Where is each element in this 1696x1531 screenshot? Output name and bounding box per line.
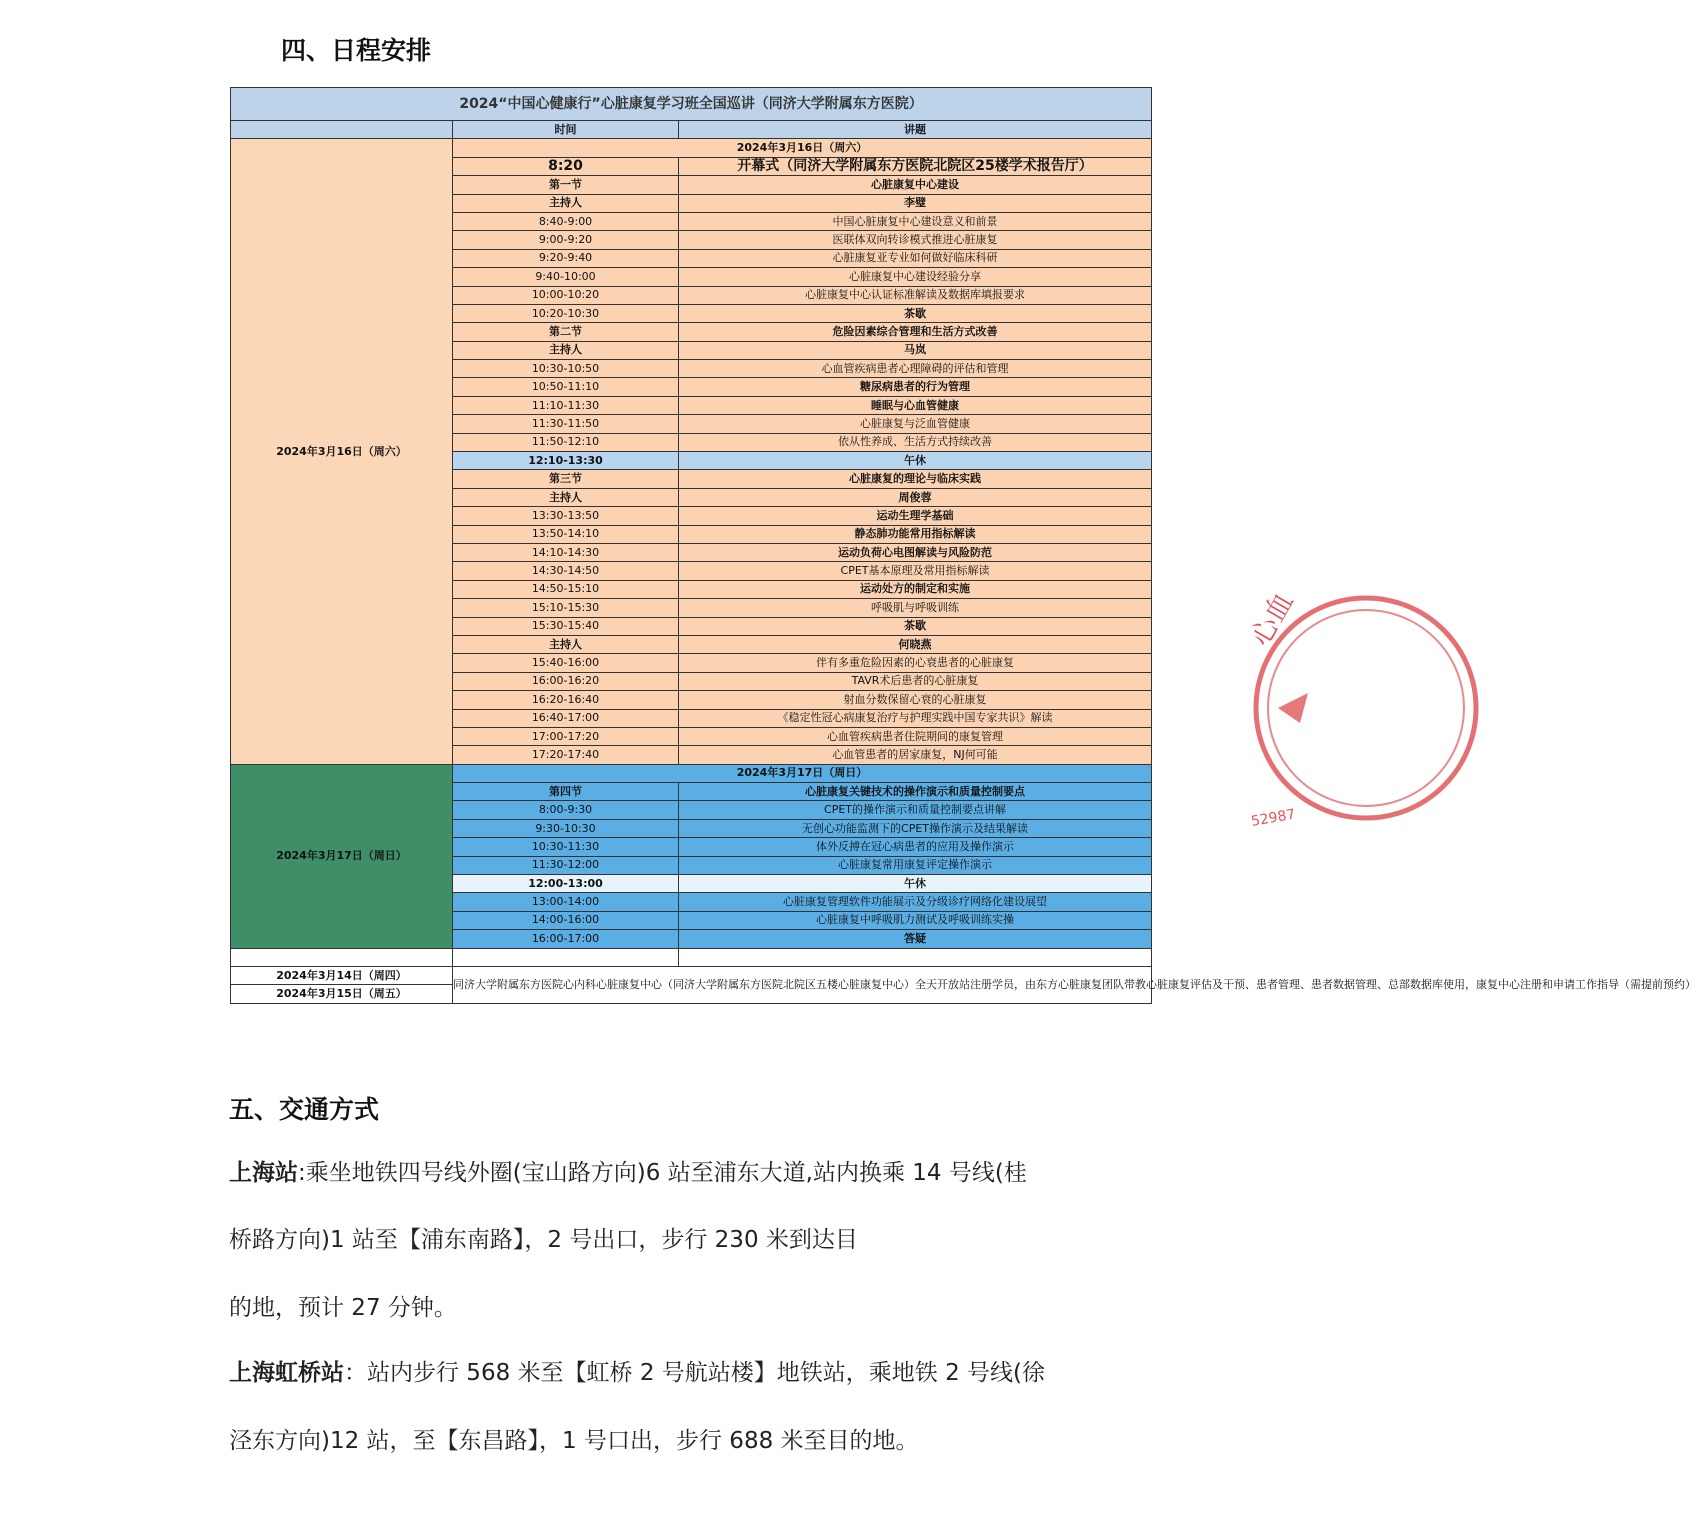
day2-time-cell: 12:00-13:00 xyxy=(453,875,679,893)
blank-cell xyxy=(453,948,679,966)
seal-number: 52987 xyxy=(1249,806,1297,830)
transport-p1-line1 xyxy=(229,1154,1027,1187)
day1-time-cell: 10:30-10:50 xyxy=(453,360,679,378)
day1-time-cell: 15:30-15:40 xyxy=(453,617,679,635)
footer-date-1: 2024年3月14日（周四） xyxy=(231,966,453,984)
day1-topic-cell: 心血管疾病患者心理障碍的评估和管理 xyxy=(679,360,1152,378)
day1-topic-cell: 静态肺功能常用指标解读 xyxy=(679,525,1152,543)
day1-time-cell: 15:10-15:30 xyxy=(453,599,679,617)
day1-topic-cell: 何晓燕 xyxy=(679,635,1152,653)
day1-time-cell: 13:50-14:10 xyxy=(453,525,679,543)
day1-time-cell: 10:20-10:30 xyxy=(453,304,679,322)
header-time: 时间 xyxy=(453,121,679,139)
day1-topic-cell: 心脏康复中心建设经验分享 xyxy=(679,268,1152,286)
day1-day-header: 2024年3月16日（周六） xyxy=(453,139,1152,157)
day1-topic-cell: 午休 xyxy=(679,452,1152,470)
transport-p2-line1 xyxy=(229,1354,1045,1387)
day1-topic-cell: 心脏康复与泛血管健康 xyxy=(679,415,1152,433)
day1-time-cell: 10:50-11:10 xyxy=(453,378,679,396)
day1-time-cell: 14:30-14:50 xyxy=(453,562,679,580)
day1-time-cell: 主持人 xyxy=(453,341,679,359)
day1-time-cell: 主持人 xyxy=(453,194,679,212)
day1-topic-cell: 呼吸肌与呼吸训练 xyxy=(679,599,1152,617)
day1-topic-cell: 马岚 xyxy=(679,341,1152,359)
day1-topic-cell: 糖尿病患者的行为管理 xyxy=(679,378,1152,396)
day2-topic-cell: 心脏康复中呼吸肌力测试及呼吸训练实操 xyxy=(679,911,1152,929)
day1-date-cell: 2024年3月16日（周六） xyxy=(231,139,453,764)
day1-topic-cell: 心血管患者的居家康复，NJ何可能 xyxy=(679,746,1152,764)
day1-time-cell: 16:00-16:20 xyxy=(453,672,679,690)
day1-topic-cell: 《稳定性冠心病康复治疗与护理实践中国专家共识》解读 xyxy=(679,709,1152,727)
blank-cell xyxy=(231,948,453,966)
day1-topic-cell: 茶歇 xyxy=(679,304,1152,322)
day2-time-cell: 11:30-12:00 xyxy=(453,856,679,874)
header-blank xyxy=(231,121,453,139)
transport-p1-line2: 桥路方向)1 站至【浦东南路】，2 号出口，步行 230 米到达目 xyxy=(229,1227,858,1253)
day2-topic-cell: 体外反搏在冠心病患者的应用及操作演示 xyxy=(679,838,1152,856)
table-title: 2024“中国心健康行”心脏康复学习班全国巡讲（同济大学附属东方医院） xyxy=(231,88,1152,121)
footer-note: 同济大学附属东方医院心内科心脏康复中心（同济大学附属东方医院北院区五楼心脏康复中心）全天开放站注册学员，由东方心脏康复团队带教心脏康复评估及干预、患者管理、患者数据管理、总部数据库使用，康复中心注册和申请工作指导（需提前预约） xyxy=(453,966,1152,1003)
day2-topic-cell: 心脏康复管理软件功能展示及分级诊疗网络化建设展望 xyxy=(679,893,1152,911)
section-title-transport: 五、交通方式 xyxy=(229,1095,380,1124)
blank-row xyxy=(231,948,1152,966)
day1-time-cell: 17:20-17:40 xyxy=(453,746,679,764)
day1-topic-cell: 医联体双向转诊模式推进心脏康复 xyxy=(679,231,1152,249)
day1-time-cell: 8:20 xyxy=(453,157,679,175)
day1-topic-cell: 心脏康复亚专业如何做好临床科研 xyxy=(679,249,1152,267)
section-title-schedule: 四、日程安排 xyxy=(281,36,432,65)
day1-topic-cell: 开幕式（同济大学附属东方医院北院区25楼学术报告厅） xyxy=(679,157,1152,175)
day1-topic-cell: 依从性养成、生活方式持续改善 xyxy=(679,433,1152,451)
day1-time-cell: 第二节 xyxy=(453,323,679,341)
day1-time-cell: 16:20-16:40 xyxy=(453,691,679,709)
day1-topic-cell: 周俊蓉 xyxy=(679,488,1152,506)
day1-topic-cell: 运动处方的制定和实施 xyxy=(679,580,1152,598)
day1-topic-cell: 心脏康复中心认证标准解读及数据库填报要求 xyxy=(679,286,1152,304)
transport-p2-label: 上海虹桥站 xyxy=(229,1360,344,1386)
day1-time-cell: 11:30-11:50 xyxy=(453,415,679,433)
transport-p2-text1: ：站内步行 568 米至【虹桥 2 号航站楼】地铁站，乘地铁 2 号线(徐 xyxy=(344,1360,1046,1386)
seal-text: 心血 xyxy=(1243,586,1301,652)
day2-topic-cell: 午休 xyxy=(679,875,1152,893)
day2-time-cell: 14:00-16:00 xyxy=(453,911,679,929)
transport-p2-line2: 泾东方向)12 站，至【东昌路】，1 号口出，步行 688 米至目的地。 xyxy=(229,1428,919,1454)
day1-time-cell: 第三节 xyxy=(453,470,679,488)
day2-time-cell: 13:00-14:00 xyxy=(453,893,679,911)
day2-time-cell: 9:30-10:30 xyxy=(453,819,679,837)
day2-topic-cell: 心脏康复关键技术的操作演示和质量控制要点 xyxy=(679,783,1152,801)
header-topic: 讲题 xyxy=(679,121,1152,139)
day1-topic-cell: TAVR术后患者的心脏康复 xyxy=(679,672,1152,690)
day2-date-cell: 2024年3月17日（周日） xyxy=(231,764,453,948)
day1-time-cell: 15:40-16:00 xyxy=(453,654,679,672)
day1-time-cell: 11:50-12:10 xyxy=(453,433,679,451)
day1-topic-cell: 运动负荷心电图解读与风险防范 xyxy=(679,543,1152,561)
footer-row xyxy=(231,966,1152,984)
day1-topic-cell: 李璧 xyxy=(679,194,1152,212)
day1-time-cell: 11:10-11:30 xyxy=(453,396,679,414)
day1-time-cell: 9:00-9:20 xyxy=(453,231,679,249)
day1-topic-cell: 睡眠与心血管健康 xyxy=(679,396,1152,414)
day1-topic-cell: 中国心脏康复中心建设意义和前景 xyxy=(679,212,1152,230)
day2-topic-cell: 无创心功能监测下的CPET操作演示及结果解读 xyxy=(679,819,1152,837)
day1-topic-cell: 射血分数保留心衰的心脏康复 xyxy=(679,691,1152,709)
day1-topic-cell: 心血管疾病患者住院期间的康复管理 xyxy=(679,727,1152,745)
day2-time-cell: 第四节 xyxy=(453,783,679,801)
day1-topic-cell: 伴有多重危险因素的心衰患者的心脏康复 xyxy=(679,654,1152,672)
day1-time-cell: 16:40-17:00 xyxy=(453,709,679,727)
footer-date-2: 2024年3月15日（周五） xyxy=(231,985,453,1003)
blank-cell xyxy=(679,948,1152,966)
day1-time-cell: 第一节 xyxy=(453,176,679,194)
day2-time-cell: 16:00-17:00 xyxy=(453,930,679,948)
transport-p1-label: 上海站 xyxy=(229,1160,298,1186)
day2-day-header: 2024年3月17日（周日） xyxy=(453,764,1152,782)
day2-topic-cell: 答疑 xyxy=(679,930,1152,948)
day1-time-cell: 10:00-10:20 xyxy=(453,286,679,304)
day1-topic-cell: 运动生理学基础 xyxy=(679,507,1152,525)
day1-time-cell: 9:40-10:00 xyxy=(453,268,679,286)
day2-topic-cell: 心脏康复常用康复评定操作演示 xyxy=(679,856,1152,874)
day1-topic-cell: 心脏康复的理论与临床实践 xyxy=(679,470,1152,488)
transport-p1-text1: :乘坐地铁四号线外圈(宝山路方向)6 站至浦东大道,站内换乘 14 号线(桂 xyxy=(298,1160,1027,1186)
day1-time-cell: 13:30-13:50 xyxy=(453,507,679,525)
day1-topic-cell: 心脏康复中心建设 xyxy=(679,176,1152,194)
day1-time-cell: 8:40-9:00 xyxy=(453,212,679,230)
day1-time-cell: 9:20-9:40 xyxy=(453,249,679,267)
day1-time-cell: 主持人 xyxy=(453,488,679,506)
day1-topic-cell: 危险因素综合管理和生活方式改善 xyxy=(679,323,1152,341)
day2-row xyxy=(231,764,1152,782)
day2-topic-cell: CPET的操作演示和质量控制要点讲解 xyxy=(679,801,1152,819)
day1-time-cell: 17:00-17:20 xyxy=(453,727,679,745)
day1-time-cell: 14:10-14:30 xyxy=(453,543,679,561)
day1-time-cell: 12:10-13:30 xyxy=(453,452,679,470)
transport-p1-line3: 的地，预计 27 分钟。 xyxy=(229,1295,457,1321)
day2-time-cell: 8:00-9:30 xyxy=(453,801,679,819)
day1-row xyxy=(231,139,1152,157)
day1-topic-cell: 茶歇 xyxy=(679,617,1152,635)
seal-stamp xyxy=(1243,578,1368,838)
day2-time-cell: 10:30-11:30 xyxy=(453,838,679,856)
day1-time-cell: 14:50-15:10 xyxy=(453,580,679,598)
day1-time-cell: 主持人 xyxy=(453,635,679,653)
day1-topic-cell: CPET基本原理及常用指标解读 xyxy=(679,562,1152,580)
